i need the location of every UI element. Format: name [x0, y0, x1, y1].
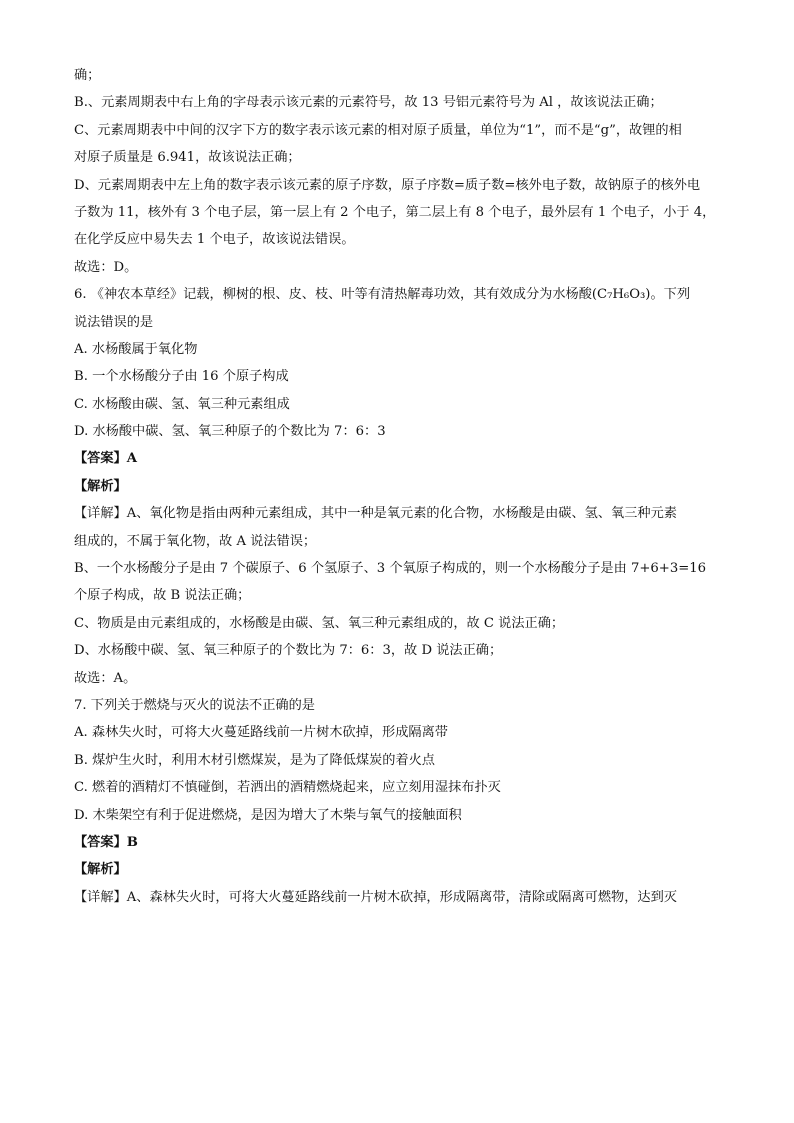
text-line: 个原子构成，故 B 说法正确； — [74, 588, 251, 604]
text-line: B. 煤炉生火时，利用木材引燃煤炭，是为了降低煤炭的着火点 — [74, 752, 435, 768]
text-line: 说法错误的是 — [74, 314, 154, 330]
text-line: 6. 《神农本草经》记载，柳树的根、皮、枝、叶等有清热解毒功效，其有效成分为水杨酸(C₇H₆O₃)。下列 — [74, 287, 691, 303]
text-line: 【答案】B — [74, 834, 138, 850]
text-line: 【解析】 — [74, 478, 127, 494]
text-line: 【答案】A — [74, 451, 137, 467]
text-line: B.、元素周期表中右上角的字母表示该元素的元素符号，故 13 号铝元素符号为 Al ，故该说法正确； — [74, 95, 663, 111]
text-line: C、元素周期表中中间的汉字下方的数字表示该元素的相对原子质量，单位为“1”，而不是“g”，故锂的相 — [74, 122, 682, 138]
text-line: 组成的，不属于氧化物，故 A 说法错误； — [74, 533, 317, 549]
text-line: 【解析】 — [74, 862, 127, 878]
text-line: D. 木柴架空有利于促进燃烧，是因为增大了木柴与氧气的接触面积 — [74, 807, 462, 823]
text-line: 在化学反应中易失去 1 个电子，故该说法错误。 — [74, 232, 355, 248]
text-line: 确； — [74, 68, 101, 83]
text-line: 【详解】A、氧化物是指由两种元素组成，其中一种是氧元素的化合物，水杨酸是由碳、氢、氧三种元素 — [74, 506, 677, 522]
text-line: C. 燃着的酒精灯不慎碰倒，若洒出的酒精燃烧起来，应立刻用湿抹布扑灭 — [74, 780, 501, 796]
text-line: C、物质是由元素组成的，水杨酸是由碳、氢、氧三种元素组成的，故 C 说法正确； — [74, 615, 565, 631]
text-line: 子数为 11，核外有 3 个电子层，第一层上有 2 个电子，第二层上有 8 个电子，最外层有 1 个电子，小于 4， — [74, 204, 716, 220]
text-line: A. 森林失火时，可将大火蔓延路线前一片树木砍掉，形成隔离带 — [74, 725, 448, 741]
text-line: 故选：D。 — [74, 259, 138, 275]
text-line: D、元素周期表中左上角的数字表示该元素的原子序数，原子序数=质子数=核外电子数，故钠原子的核外电 — [74, 177, 701, 193]
text-line: C. 水杨酸由碳、氢、氧三种元素组成 — [74, 396, 290, 412]
text-line: D、水杨酸中碳、氢、氧三种原子的个数比为 7：6：3，故 D 说法正确； — [74, 643, 503, 659]
document-page — [74, 62, 734, 911]
text-line: B. 一个水杨酸分子由 16 个原子构成 — [74, 369, 289, 385]
text-line: A. 水杨酸属于氧化物 — [74, 341, 198, 357]
text-line: 对原子质量是 6.941，故该说法正确； — [74, 150, 301, 166]
text-line: 故选：A。 — [74, 670, 137, 686]
text-line: 7. 下列关于燃烧与灭火的说法不正确的是 — [74, 697, 315, 713]
text-line: 【详解】A、森林失火时，可将大火蔓延路线前一片树木砍掉，形成隔离带，清除或隔离可燃物，达到灭 — [74, 889, 677, 905]
text-line: D. 水杨酸中碳、氢、氧三种原子的个数比为 7：6：3 — [74, 424, 386, 440]
text-line: B、一个水杨酸分子是由 7 个碳原子、6 个氢原子、3 个氧原子构成的，则一个水杨酸分子是由 7+6+3=16 — [74, 561, 707, 577]
